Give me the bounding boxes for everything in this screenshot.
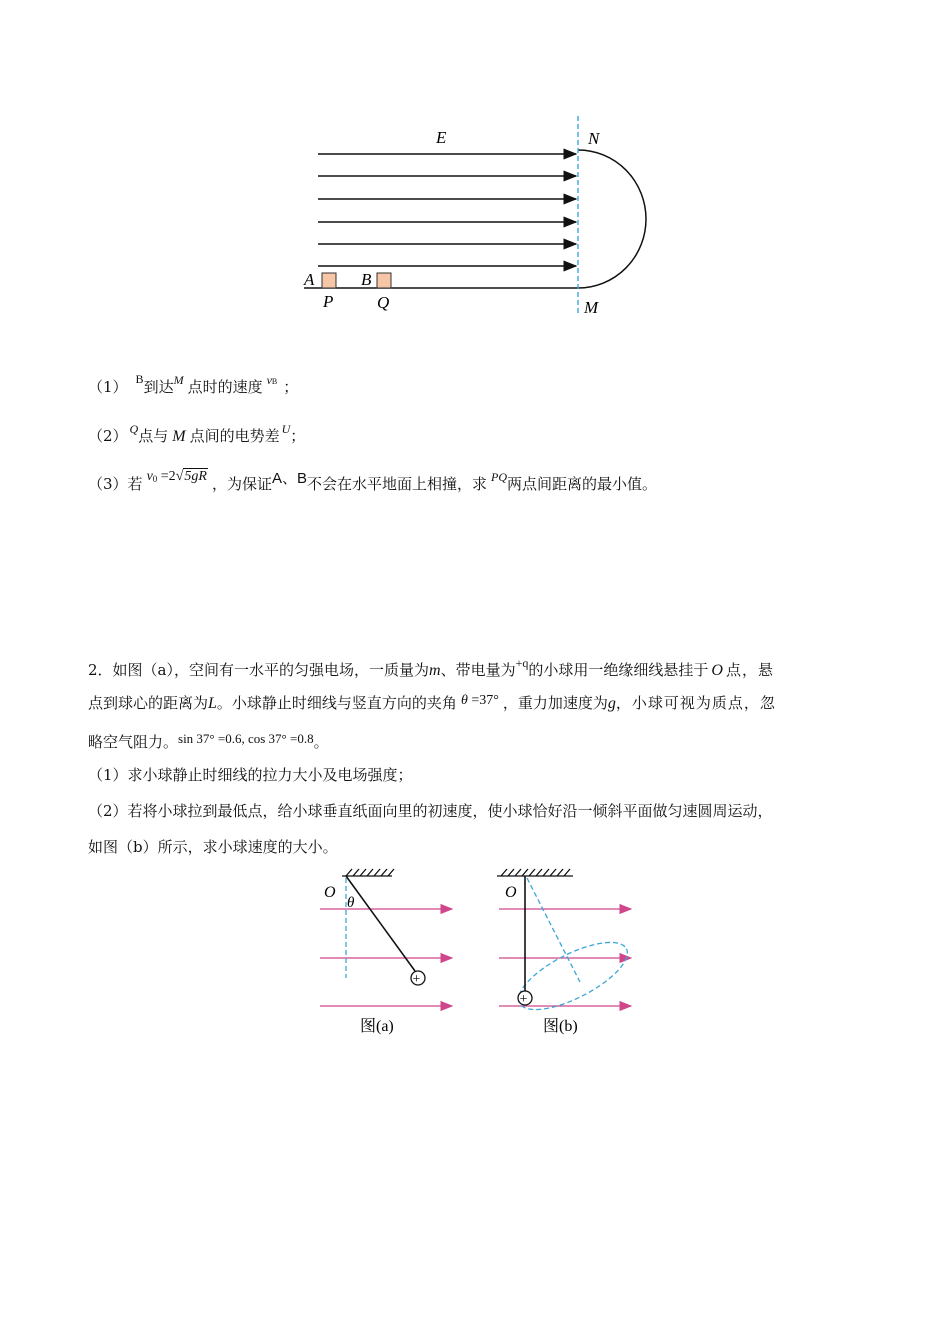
q2-line3: 略空气阻力。sin 37° =0.6, cos 37° =0.8。 xyxy=(88,731,329,751)
q2-line6: 如图（b）所示，求小球速度的大小。 xyxy=(88,838,338,856)
label-theta: θ xyxy=(347,895,355,911)
circular-orbit-b xyxy=(510,929,637,1023)
q1-sub2: （2） $^Q$点与 M 点间的电势差 $^U$； xyxy=(88,422,306,445)
block-B xyxy=(377,273,391,288)
figure-a xyxy=(310,866,470,1042)
label-A: A xyxy=(304,270,315,289)
plus-sign-b: + xyxy=(519,992,528,1007)
v0-formula: v0 =2√5gR xyxy=(146,469,207,484)
block-A xyxy=(322,273,336,288)
label-O-b: O xyxy=(505,884,517,901)
label-N: N xyxy=(588,129,600,148)
semicircle-track xyxy=(578,150,646,288)
q2-line1: 2．如图（a），空间有一水平的匀强电场，一质量为m、带电量为$^{+q}$的小球用一绝缘细线悬挂于 O 点，悬 xyxy=(88,656,774,679)
label-M: M xyxy=(584,298,599,317)
q2-line2: 点到球心的距离为L。小球静止时细线与竖直方向的夹角 θ =37° ，重力加速度为g，小球可视为质点，忽 xyxy=(88,693,776,712)
tilted-dash-b xyxy=(527,878,580,982)
q2-line5: （2）若将小球拉到最低点，给小球垂直纸面向里的初速度，使小球恰好沿一倾斜平面做匀速圆周运动， xyxy=(88,802,773,820)
ceiling-a xyxy=(342,869,394,876)
string-a xyxy=(346,876,415,971)
label-E: E xyxy=(436,128,447,147)
caption-a: 图(a) xyxy=(360,1018,394,1035)
figure-b xyxy=(485,866,645,1042)
sqrt-sign: √ xyxy=(175,469,184,484)
q1-sub1: （1） $^B$到达$^M$ 点时的速度 $^{vB}$ ； xyxy=(88,372,299,396)
field-lines-a xyxy=(320,909,452,1006)
field-lines xyxy=(318,154,576,266)
q1-sub3: （3）若 v0 =2√5gR ，为保证A、B不会在水平地面上相撞，求 $^{PQ}$两点间距离的最小值。 xyxy=(88,466,657,495)
caption-b: 图(b) xyxy=(543,1018,578,1035)
label-B: B xyxy=(361,270,372,289)
plus-sign-a: + xyxy=(412,972,421,987)
label-O-a: O xyxy=(324,884,336,901)
q2-line4: （1）求小球静止时细线的拉力大小及电场强度； xyxy=(88,766,413,784)
ceiling-b xyxy=(497,869,573,876)
figure-field-track xyxy=(290,110,670,325)
label-P: P xyxy=(323,292,334,311)
label-Q: Q xyxy=(377,293,390,312)
